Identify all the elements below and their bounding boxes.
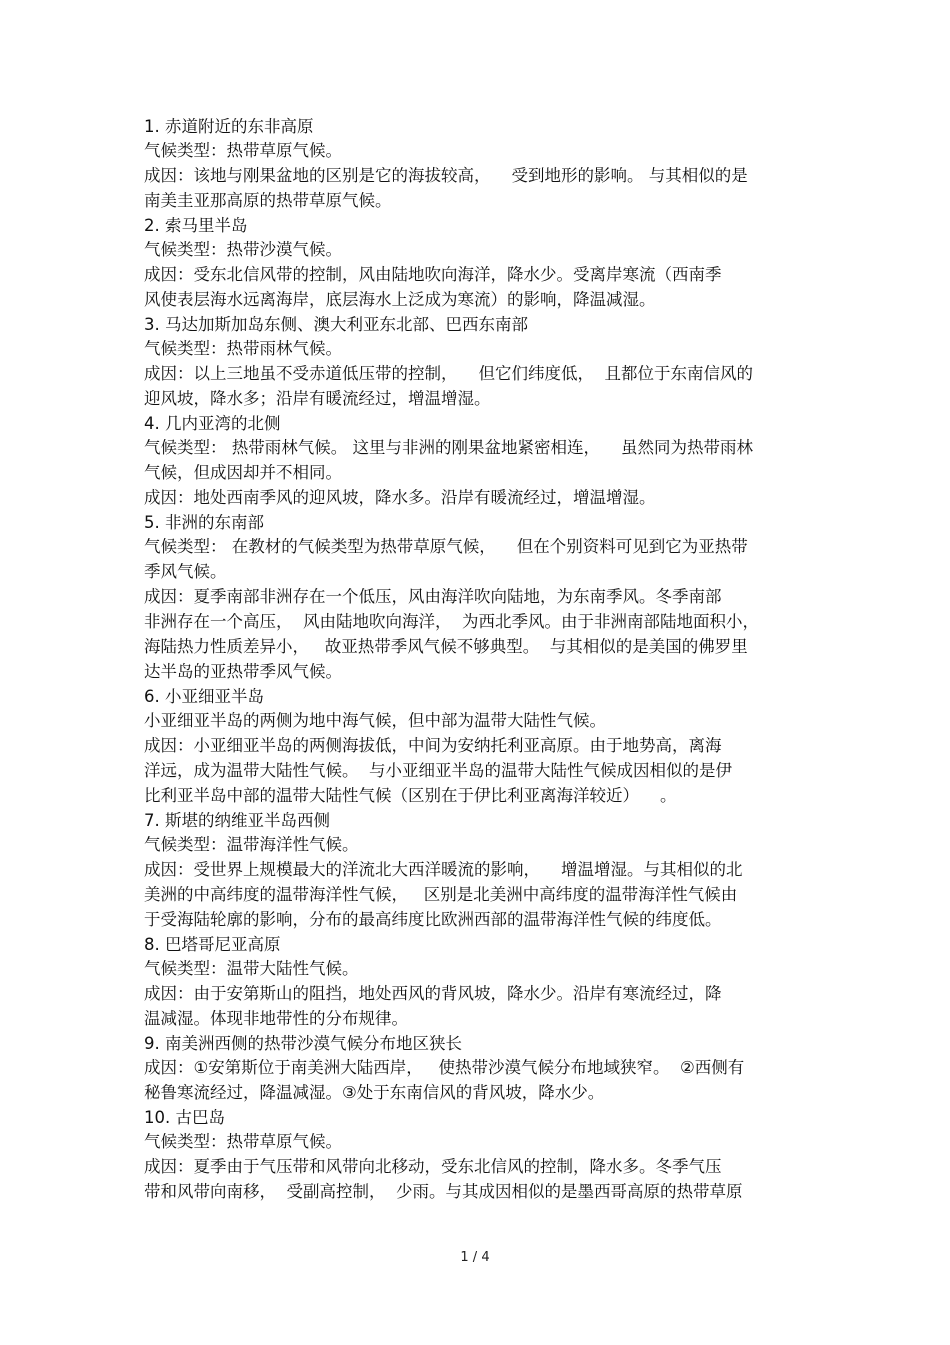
section-heading: 3. 马达加斯加岛东侧、澳大利亚东北部、巴西东南部 [144, 315, 528, 334]
section-heading: 1. 赤道附近的东非高原 [144, 117, 314, 136]
paragraph-line: 成因：受东北信风带的控制，风由陆地吹向海洋，降水少。受离岸寒流（西南季 [144, 265, 722, 284]
section-heading: 10. 古巴岛 [144, 1108, 225, 1127]
section-heading: 5. 非洲的东南部 [144, 513, 264, 532]
paragraph-line: 气候，但成因却并不相同。 [144, 463, 342, 482]
paragraph-line: 成因：由于安第斯山的阻挡，地处西风的背风坡，降水少。沿岸有寒流经过，降 [144, 984, 722, 1003]
paragraph-line: 气候类型：热带草原气候。 [144, 141, 342, 160]
paragraph-line: 成因：该地与刚果盆地的区别是它的海拔较高， 受到地形的影响。 与其相似的是 [144, 166, 748, 185]
paragraph-line: 洋远，成为温带大陆性气候。 与小亚细亚半岛的温带大陆性气候成因相似的是伊 [144, 761, 732, 780]
page-number: 1 / 4 [460, 1250, 490, 1265]
section-heading: 8. 巴塔哥尼亚高原 [144, 935, 281, 954]
paragraph-line: 气候类型：热带沙漠气候。 [144, 240, 342, 259]
paragraph-line: 达半岛的亚热带季风气候。 [144, 662, 342, 681]
paragraph-line: 美洲的中高纬度的温带海洋性气候， 区别是北美洲中高纬度的温带海洋性气候由 [144, 885, 738, 904]
paragraph-line: 风使表层海水远离海岸，底层海水上泛成为寒流）的影响，降温减湿。 [144, 290, 656, 309]
paragraph-line: 海陆热力性质差异小， 故亚热带季风气候不够典型。 与其相似的是美国的佛罗里 [144, 637, 748, 656]
document-body [144, 114, 814, 1204]
paragraph-line: 成因：①安第斯位于南美洲大陆西岸， 使热带沙漠气候分布地域狭窄。 ②西侧有 [144, 1058, 745, 1077]
paragraph-line: 气候类型：热带草原气候。 [144, 1132, 342, 1151]
paragraph-line: 成因：受世界上规模最大的洋流北大西洋暖流的影响， 增温增湿。与其相似的北 [144, 860, 743, 879]
paragraph-line: 于受海陆轮廓的影响，分布的最高纬度比欧洲西部的温带海洋性气候的纬度低。 [144, 910, 722, 929]
paragraph-line: 成因：以上三地虽不受赤道低压带的控制， 但它们纬度低， 且都位于东南信风的 [144, 364, 753, 383]
paragraph-line: 季风气候。 [144, 562, 227, 581]
paragraph-line: 气候类型：温带海洋性气候。 [144, 835, 359, 854]
paragraph-line: 成因：夏季由于气压带和风带向北移动，受东北信风的控制，降水多。冬季气压 [144, 1157, 722, 1176]
section-heading: 9. 南美洲西侧的热带沙漠气候分布地区狭长 [144, 1034, 462, 1053]
paragraph-line: 成因：小亚细亚半岛的两侧海拔低，中间为安纳托利亚高原。由于地势高，离海 [144, 736, 722, 755]
section-heading: 2. 索马里半岛 [144, 216, 248, 235]
paragraph-line: 非洲存在一个高压， 风由陆地吹向海洋， 为西北季风。由于非洲南部陆地面积小， [144, 612, 759, 631]
paragraph-line: 气候类型：温带大陆性气候。 [144, 959, 359, 978]
section-heading: 4. 几内亚湾的北侧 [144, 414, 281, 433]
paragraph-line: 成因：地处西南季风的迎风坡，降水多。沿岸有暖流经过，增温增湿。 [144, 488, 656, 507]
paragraph-line: 南美圭亚那高原的热带草原气候。 [144, 191, 392, 210]
section-heading: 6. 小亚细亚半岛 [144, 687, 264, 706]
paragraph-line: 秘鲁寒流经过，降温减湿。③处于东南信风的背风坡，降水少。 [144, 1083, 605, 1102]
paragraph-line: 小亚细亚半岛的两侧为地中海气候，但中部为温带大陆性气候。 [144, 711, 606, 730]
paragraph-line: 温减湿。体现非地带性的分布规律。 [144, 1009, 408, 1028]
section-heading: 7. 斯堪的纳维亚半岛西侧 [144, 811, 330, 830]
paragraph-line: 气候类型： 热带雨林气候。 这里与非洲的刚果盆地紧密相连， 虽然同为热带雨林 [144, 438, 753, 457]
paragraph-line: 比利亚半岛中部的温带大陆性气候（区别在于伊比利亚离海洋较近） 。 [144, 786, 677, 805]
paragraph-line: 带和风带向南移， 受副高控制， 少雨。与其成因相似的是墨西哥高原的热带草原 [144, 1182, 743, 1201]
paragraph-line: 迎风坡，降水多；沿岸有暖流经过，增温增湿。 [144, 389, 491, 408]
paragraph-line: 气候类型：热带雨林气候。 [144, 339, 342, 358]
paragraph-line: 成因：夏季南部非洲存在一个低压，风由海洋吹向陆地，为东南季风。冬季南部 [144, 587, 722, 606]
paragraph-line: 气候类型： 在教材的气候类型为热带草原气候， 但在个别资料可见到它为亚热带 [144, 537, 748, 556]
